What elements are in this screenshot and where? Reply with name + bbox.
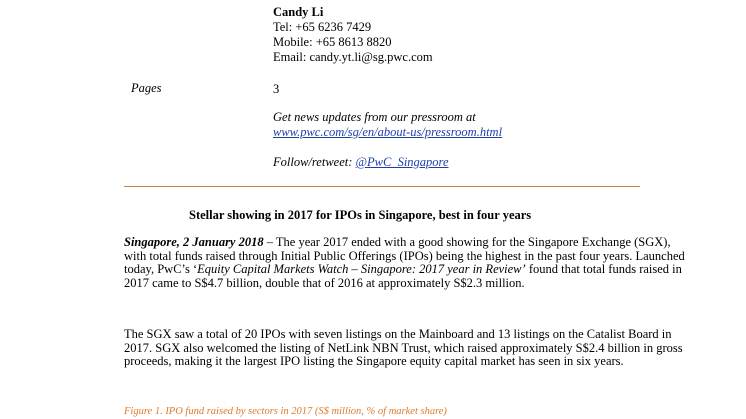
pages-label: Pages	[131, 81, 162, 95]
intro-text-b: found that total funds raised in 2017 came to S$4.7 billion, double that of 2016 at approximately S$2.3 million.	[124, 262, 682, 290]
contact-name: Candy Li	[273, 5, 324, 19]
listings-text: The SGX saw a total of 20 IPOs with seven listings on the Mainboard and 13 listings on the Catalist Board in 2017. SGX also welcomed the listing of NetLink NBN Trust, which raised approximately S$2.4 billion in gross proceeds, making it the largest IPO listing the Singapore equity capital market has seen in six years.	[124, 327, 683, 369]
paragraph-listings	[124, 328, 690, 369]
contact-mobile: Mobile: +65 8613 8820	[273, 35, 392, 49]
pressroom-link[interactable]: www.pwc.com/sg/en/about-us/pressroom.html	[273, 125, 503, 139]
follow-label: Follow/retweet:	[273, 155, 353, 169]
contact-email: Email: candy.yt.li@sg.pwc.com	[273, 50, 433, 64]
contact-tel: Tel: +65 6236 7429	[273, 20, 372, 34]
figure-caption: Figure 1. IPO fund raised by sectors in 2017 (S$ million, % of market share)	[124, 406, 447, 417]
paragraph-intro	[124, 236, 690, 290]
news-text: Get news updates from our pressroom at	[273, 110, 476, 124]
twitter-handle-link[interactable]: @PwC_Singapore	[355, 155, 449, 169]
headline: Stellar showing in 2017 for IPOs in Singapore, best in four years	[189, 208, 532, 222]
section-divider	[124, 186, 640, 187]
pages-value: 3	[273, 82, 280, 96]
dateline: Singapore, 2 January 2018	[124, 235, 264, 249]
report-title: Equity Capital Markets Watch – Singapore: 2017 year in Review’	[197, 262, 526, 277]
follow-row	[273, 156, 449, 170]
intro-text-a: – The year 2017 ended with a good showing for the Singapore Exchange (SGX), with total funds raised through Initial Public Offerings (IPOs) being the highest in the past four years. Launched today, PwC’s ‘	[124, 235, 685, 277]
news-link-wrap	[273, 126, 502, 140]
